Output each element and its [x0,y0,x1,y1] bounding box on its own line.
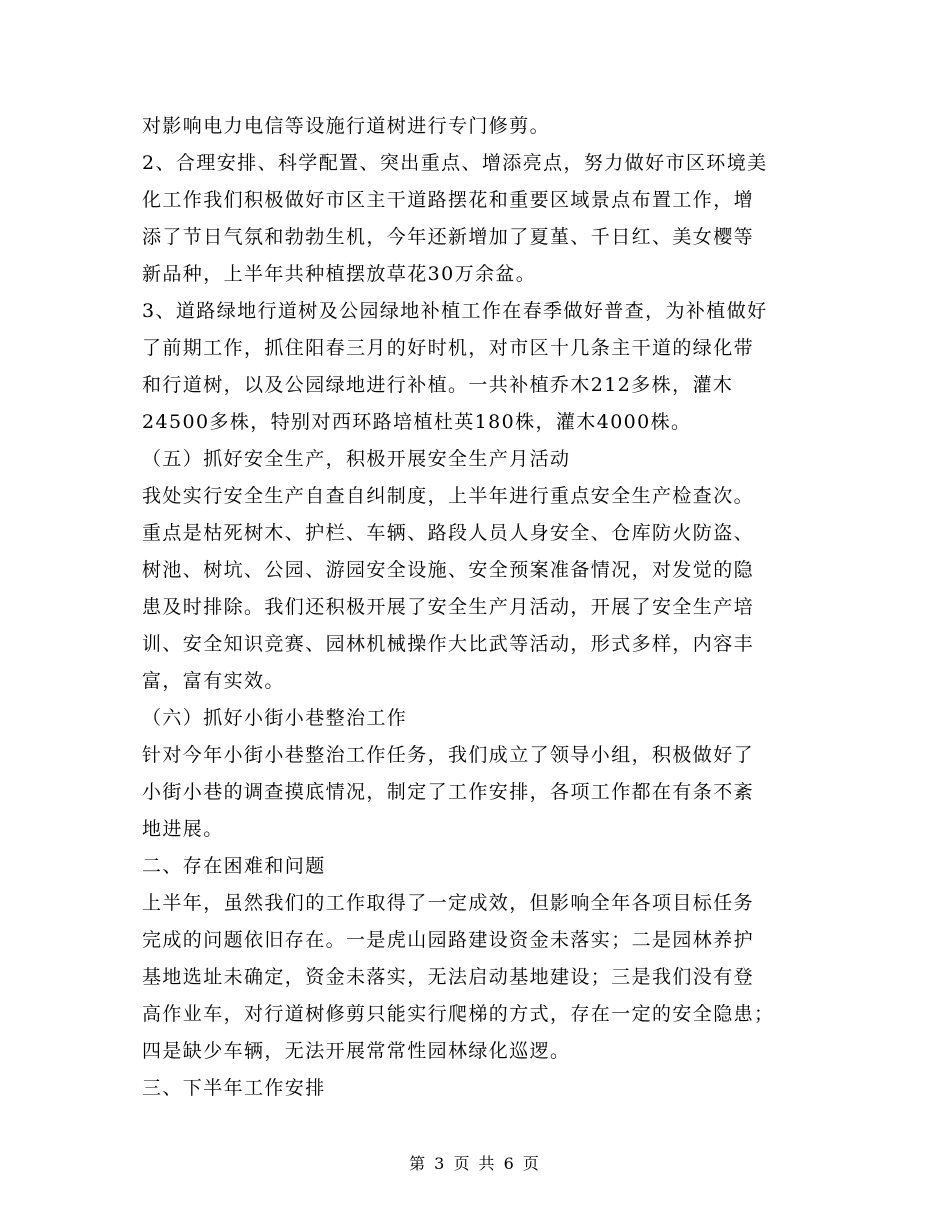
section-heading: 二、存在困难和问题 [142,855,326,877]
text-line: 针对今年小街小巷整治工作任务，我们成立了领导小组，积极做好了 [142,744,755,766]
text-line: 基地选址未确定，资金未落实，无法启动基地建设；三是我们没有登 [142,966,755,988]
document-body [142,108,810,1107]
text-line: 我处实行安全生产自查自纠制度，上半年进行重点安全生产检查次。 [142,485,755,507]
section-heading: 三、下半年工作安排 [142,1077,326,1099]
text-line: 高作业车，对行道树修剪只能实行爬梯的方式，存在一定的安全隐患； [142,1003,775,1025]
text-line: 患及时排除。我们还积极开展了安全生产月活动，开展了安全生产培 [142,596,755,618]
text-line: 富，富有实效。 [142,670,285,692]
text-line: 添了节日气氛和勃勃生机，今年还新增加了夏堇、千日红、美女樱等 [142,226,755,248]
text-line: 完成的问题依旧存在。一是虎山园路建设资金未落实；二是园林养护 [142,929,755,951]
text-line: 和行道树，以及公园绿地进行补植。一共补植乔木212多株，灌木 [142,374,734,396]
text-line: 上半年，虽然我们的工作取得了一定成效，但影响全年各项目标任务 [142,892,755,914]
section-heading: （五）抓好安全生产，积极开展安全生产月活动 [142,448,571,470]
text-line: 训、安全知识竞赛、园林机械操作大比武等活动，形式多样，内容丰 [142,633,755,655]
text-line: 树池、树坑、公园、游园安全设施、安全预案准备情况，对发觉的隐 [142,559,755,581]
text-line: 地进展。 [142,818,224,840]
text-line: 四是缺少车辆，无法开展常常性园林绿化巡逻。 [142,1040,571,1062]
page-number-footer: 第 3 页 共 6 页 [409,1154,541,1173]
text-line: 了前期工作，抓住阳春三月的好时机，对市区十几条主干道的绿化带 [142,337,755,359]
text-line: 2、合理安排、科学配置、突出重点、增添亮点，努力做好市区环境美 [142,152,768,174]
text-line: 小街小巷的调查摸底情况，制定了工作安排，各项工作都在有条不紊 [142,781,755,803]
section-heading: （六）抓好小街小巷整治工作 [142,707,408,729]
text-line: 化工作我们积极做好市区主干道路摆花和重要区域景点布置工作，增 [142,189,755,211]
text-line: 24500多株，特别对西环路培植杜英180株，灌木4000株。 [142,411,692,433]
text-line: 3、道路绿地行道树及公园绿地补植工作在春季做好普查，为补植做好 [142,300,768,322]
text-line: 新品种，上半年共种植摆放草花30万余盆。 [142,263,537,285]
text-line: 对影响电力电信等设施行道树进行专门修剪。 [142,115,551,137]
text-line: 重点是枯死树木、护栏、车辆、路段人员人身安全、仓库防火防盗、 [142,522,755,544]
